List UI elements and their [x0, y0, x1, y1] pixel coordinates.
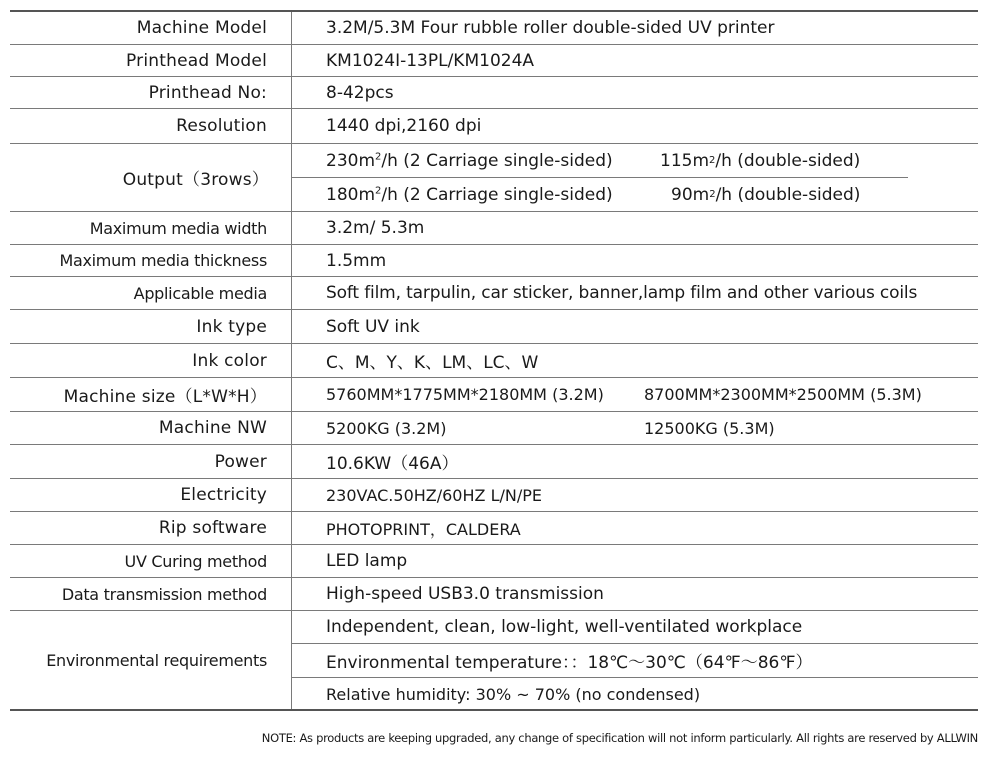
machine-nw-3-2m: 5200KG (3.2M) [326, 418, 447, 438]
env-line-workplace: Independent, clean, low-light, well-ventilated workplace [292, 611, 978, 644]
output-single-sided: $180m^2/h$ (2 Carriage single-sided) [326, 185, 613, 205]
env-line-humidity: Relative humidity: 30% ~ 70% (no condensed) [326, 684, 701, 704]
row-value: KM1024I-13PL/KM1024A [326, 50, 535, 71]
row-label: Data transmission method [10, 578, 292, 610]
spec-row-rip-software [10, 512, 978, 545]
row-label: Machine size（L*W*H） [10, 378, 292, 411]
row-label: Maximum media width [10, 212, 292, 244]
spec-row-machine-nw [10, 412, 978, 445]
output-line-2 [292, 178, 978, 212]
spec-row-max-media-thickness [10, 245, 978, 277]
row-label: Maximum media thickness [10, 245, 292, 276]
spec-row-electricity [10, 479, 978, 512]
row-value [292, 378, 978, 411]
spec-row-max-media-width [10, 212, 978, 245]
spec-row-applicable-media [10, 277, 978, 310]
row-value: Soft UV ink [326, 316, 420, 337]
spec-row-printhead-model [10, 45, 978, 77]
spec-table [10, 10, 978, 711]
machine-size-3-2m: 5760MM*1775MM*2180MM (3.2M) [326, 385, 604, 404]
row-label: Ink type [10, 310, 292, 343]
row-label: Machine Model [10, 12, 292, 44]
row-value: High-speed USB3.0 transmission [326, 584, 604, 604]
output-double-sided: 90m 2 /h (double-sided) [671, 185, 861, 205]
row-value: 3.2m/ 5.3m [326, 218, 425, 238]
row-label: UV Curing method [10, 545, 292, 577]
spec-row-printhead-no [10, 77, 978, 109]
spec-row-data-transmission [10, 578, 978, 611]
row-label: Rip software [10, 512, 292, 544]
row-value [292, 412, 978, 444]
machine-nw-5-3m: 12500KG (5.3M) [644, 418, 775, 438]
row-label: Machine NW [10, 412, 292, 444]
row-value: 230VAC.50HZ/60HZ L/N/PE [326, 485, 542, 505]
row-value: 3.2M/5.3M Four rubble roller double-sided UV printer [326, 18, 775, 38]
footer-note: NOTE: As products are keeping upgraded, any change of specification will not inform particularly. All rights are reserved by ALLWIN [261, 731, 978, 745]
row-value: LED lamp [326, 551, 408, 571]
spec-row-ink-type [10, 310, 978, 344]
row-value: 1.5mm [326, 250, 387, 271]
row-label: Output（3rows） [10, 144, 292, 211]
row-label: Electricity [10, 479, 292, 511]
output-double-sided: 115m 2 /h (double-sided) [660, 150, 861, 171]
row-label: Power [10, 445, 292, 478]
row-value: C、M、Y、K、LM、LC、W [326, 353, 539, 373]
env-line-temperature: Environmental temperature：：18℃～30℃（64℉～86℉） [292, 644, 978, 678]
row-value: 1440 dpi,2160 dpi [326, 116, 482, 136]
row-label: Resolution [10, 109, 292, 143]
row-value: PHOTOPRINT，CALDERA [326, 519, 521, 539]
spec-row-resolution [10, 109, 978, 144]
row-label: Printhead No: [10, 77, 292, 108]
row-value: 8-42pcs [326, 82, 394, 103]
spec-row-machine-model [10, 10, 978, 45]
row-label: Environmental requirements [10, 611, 292, 709]
spec-row-machine-size [10, 378, 978, 412]
row-value: Soft film, tarpulin, car sticker, banner,lamp film and other various coils [326, 283, 918, 303]
output-line-1 [292, 144, 978, 177]
output-single-sided: $230m^2/h$ (2 Carriage single-sided) [326, 150, 613, 171]
spec-row-uv-curing [10, 545, 978, 578]
spec-row-ink-color [10, 344, 978, 378]
row-label: Applicable media [10, 277, 292, 309]
spec-row-output [10, 144, 978, 212]
row-value: 10.6KW（46A） [326, 454, 459, 474]
spec-row-environment [10, 611, 978, 711]
spec-row-power [10, 445, 978, 479]
row-label: Ink color [10, 344, 292, 377]
machine-size-5-3m: 8700MM*2300MM*2500MM (5.3M) [644, 385, 922, 404]
row-label: Printhead Model [10, 45, 292, 76]
